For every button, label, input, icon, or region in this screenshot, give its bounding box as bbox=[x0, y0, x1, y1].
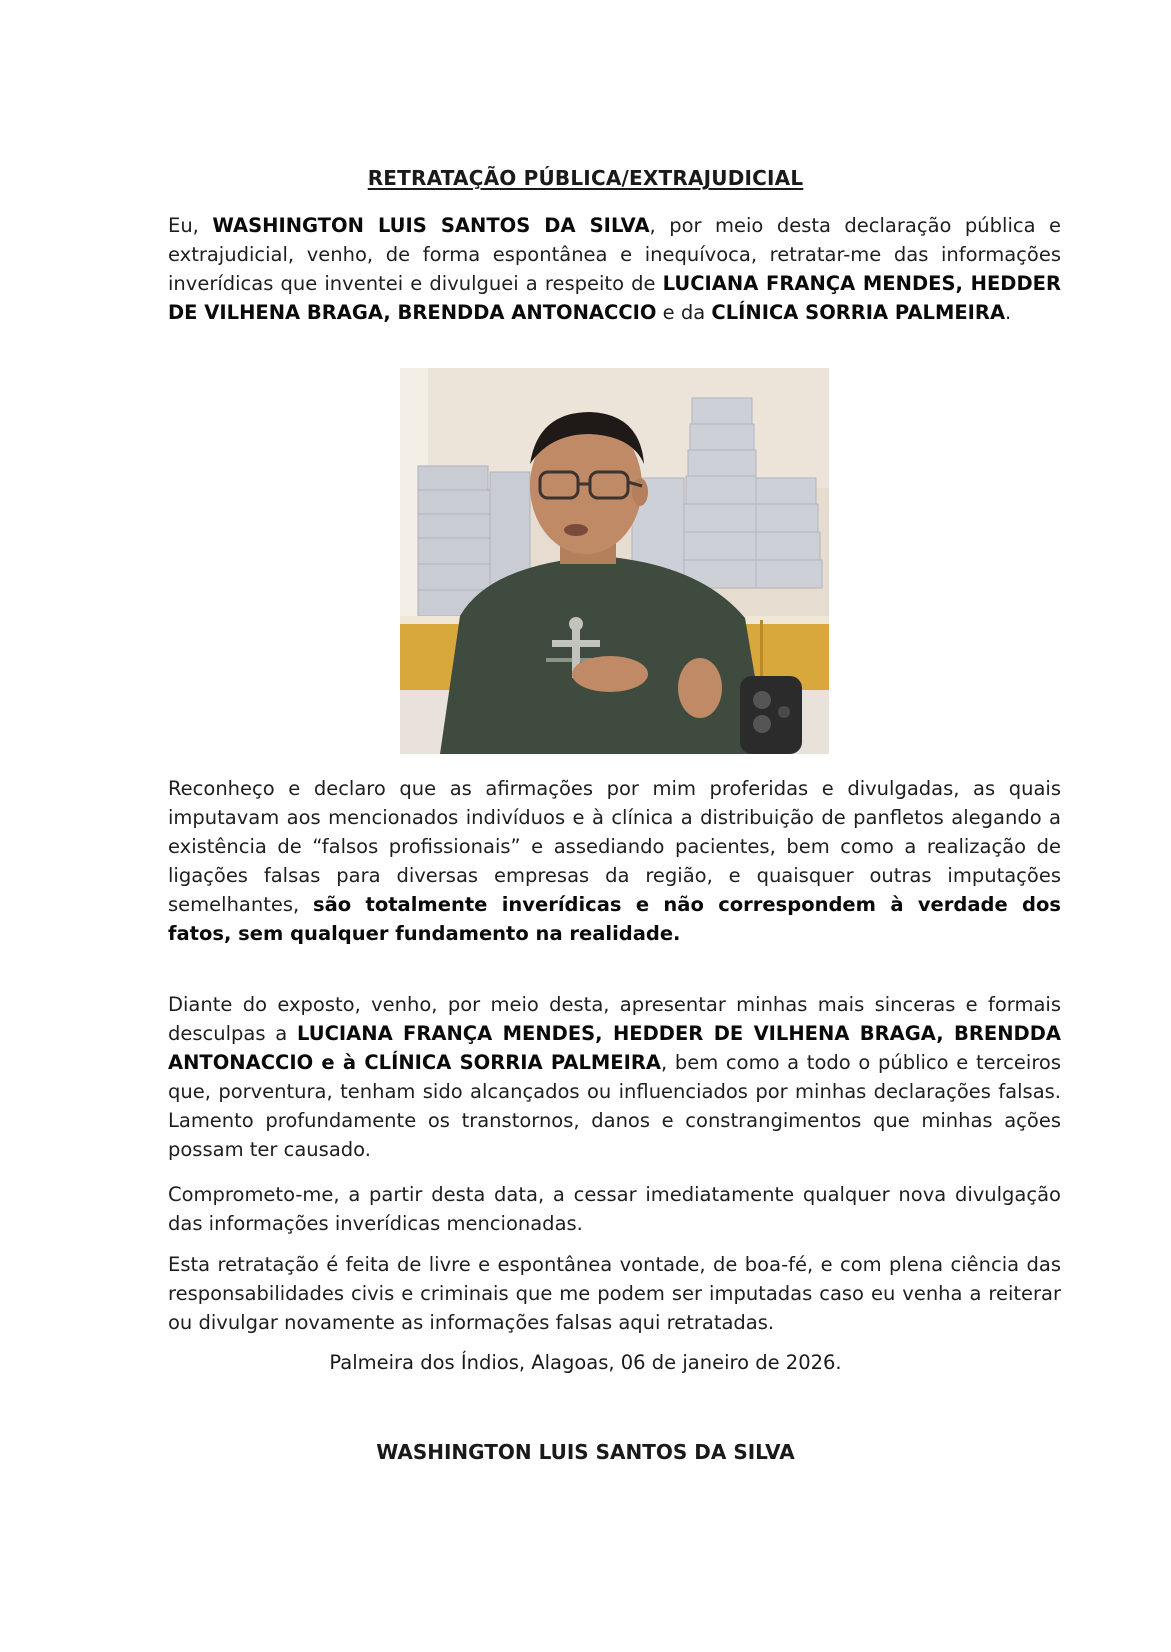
bold-text-segment: LUCIANA FRANÇA MENDES, HEDDER DE VILHENA BRAGA, BRENDDA ANTONACCIO bbox=[168, 272, 1061, 324]
paragraph-commitment bbox=[168, 1180, 1061, 1238]
place-date: Palmeira dos Índios, Alagoas, 06 de janeiro de 2026. bbox=[329, 1351, 842, 1374]
bold-text-segment: CLÍNICA SORRIA PALMEIRA bbox=[711, 301, 1006, 324]
text-segment: Reconheço e declaro que as afirmações por mim proferidas e divulgadas, as quais imputavam aos mencionados indivíduos e à clínica a distribuição de panfletos alegando a existência de “falsos profissionais” e assediando pacientes, bem como a realização de ligações falsas para diversas empresas da região, e quaisquer outras imputações semelhantes, bbox=[168, 777, 1061, 916]
signature-name: WASHINGTON LUIS SANTOS DA SILVA bbox=[376, 1440, 795, 1464]
text-segment: Eu, bbox=[168, 214, 213, 237]
text-segment: Diante do exposto, venho, por meio desta, apresentar minhas mais sinceras e formais desculpas a bbox=[168, 993, 1061, 1045]
bold-text-segment: WASHINGTON LUIS SANTOS DA SILVA bbox=[212, 214, 650, 237]
text-segment: , bem como a todo o público e terceiros que, porventura, tenham sido alcançados ou influenciados por minhas declarações falsas. Lamento profundamente os transtornos, danos e constrangimentos que minhas ações possam ter causado. bbox=[168, 1051, 1061, 1161]
bold-text-segment: LUCIANA FRANÇA MENDES, HEDDER DE VILHENA BRAGA, BRENDDA ANTONACCIO e à CLÍNICA SORRIA PALMEIRA bbox=[168, 1022, 1061, 1074]
paragraph-intro bbox=[168, 211, 1061, 327]
text-segment: e da bbox=[656, 301, 712, 324]
paragraph-declaration bbox=[168, 1250, 1061, 1337]
person-photo bbox=[400, 368, 829, 754]
document-title: RETRATAÇÃO PÚBLICA/EXTRAJUDICIAL bbox=[367, 166, 804, 190]
paragraph-acknowledgement bbox=[168, 774, 1061, 948]
text-segment: Esta retratação é feita de livre e espontânea vontade, de boa-fé, e com plena ciência das responsabilidades civis e criminais que me podem ser imputadas caso eu venha a reiterar ou divulgar novamente as informações falsas aqui retratadas. bbox=[168, 1253, 1061, 1334]
paragraph-apology bbox=[168, 990, 1061, 1164]
bold-text-segment: são totalmente inverídicas e não correspondem à verdade dos fatos, sem qualquer fundamento na realidade. bbox=[168, 893, 1061, 945]
text-segment: , por meio desta declaração pública e extrajudicial, venho, de forma espontânea e inequívoca, retratar-me das informações inverídicas que inventei e divulguei a respeito de bbox=[168, 214, 1062, 295]
text-segment: . bbox=[1005, 301, 1012, 324]
text-segment: Comprometo-me, a partir desta data, a cessar imediatamente qualquer nova divulgação das informações inverídicas mencionadas. bbox=[168, 1183, 1061, 1235]
